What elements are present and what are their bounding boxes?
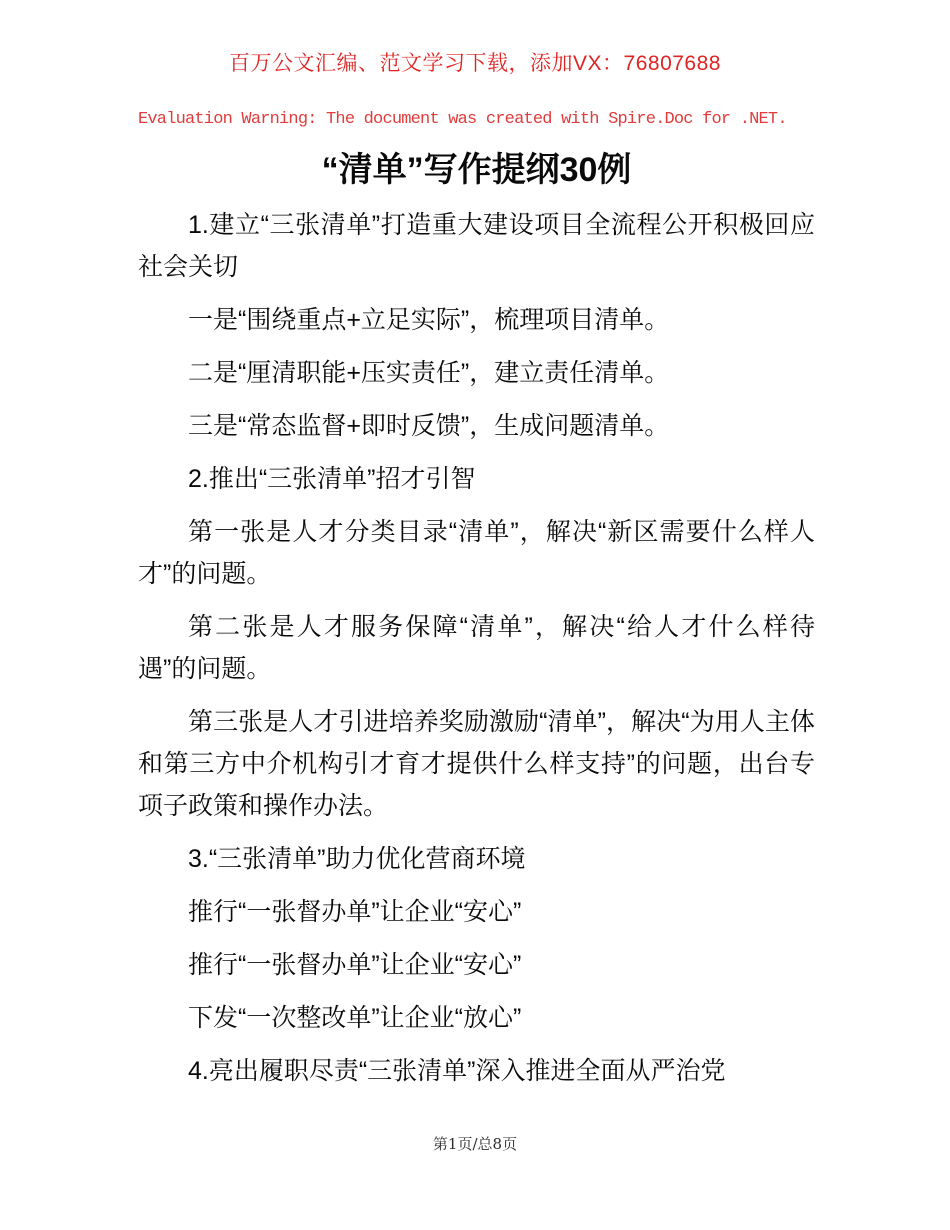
paragraph: 一是“围绕重点+立足实际”，梳理项目清单。 bbox=[188, 306, 670, 334]
paragraph: 第一张是人才分类目录“清单”，解决“新区需要什么样人才”的问题。 bbox=[138, 518, 815, 588]
paragraph: 下发“一次整改单”让企业“放心” bbox=[188, 1004, 522, 1032]
document-title: “清单”写作提纲30例 bbox=[321, 151, 632, 189]
paragraph: 2.推出“三张清单”招才引智 bbox=[188, 465, 476, 493]
paragraph: 第二张是人才服务保障“清单”，解决“给人才什么样待遇”的问题。 bbox=[138, 613, 815, 683]
paragraph: 推行“一张督办单”让企业“安心” bbox=[188, 898, 522, 926]
paragraph: 二是“厘清职能+压实责任”，建立责任清单。 bbox=[188, 359, 670, 387]
document-content bbox=[0, 108, 950, 1092]
document-body bbox=[138, 204, 815, 1092]
page-number-footer: 第1页/总8页 bbox=[432, 1135, 518, 1153]
paragraph: 1.建立“三张清单”打造重大建设项目全流程公开积极回应社会关切 bbox=[138, 211, 815, 281]
evaluation-warning-text: Evaluation Warning: The document was created with Spire.Doc for .NET. bbox=[138, 110, 787, 129]
paragraph: 4.亮出履职尽责“三张清单”深入推进全面从严治党 bbox=[188, 1057, 726, 1085]
promo-header-notice: 百万公文汇编、范文学习下载，添加VX：76807688 bbox=[229, 52, 721, 75]
paragraph: 三是“常态监督+即时反馈”，生成问题清单。 bbox=[188, 412, 670, 440]
paragraph: 第三张是人才引进培养奖励激励“清单”，解决“为用人主体和第三方中介机构引才育才提供什么样支持”的问题，出台专项子政策和操作办法。 bbox=[138, 708, 815, 820]
paragraph: 推行“一张督办单”让企业“安心” bbox=[188, 951, 522, 979]
paragraph: 3.“三张清单”助力优化营商环境 bbox=[188, 845, 526, 873]
